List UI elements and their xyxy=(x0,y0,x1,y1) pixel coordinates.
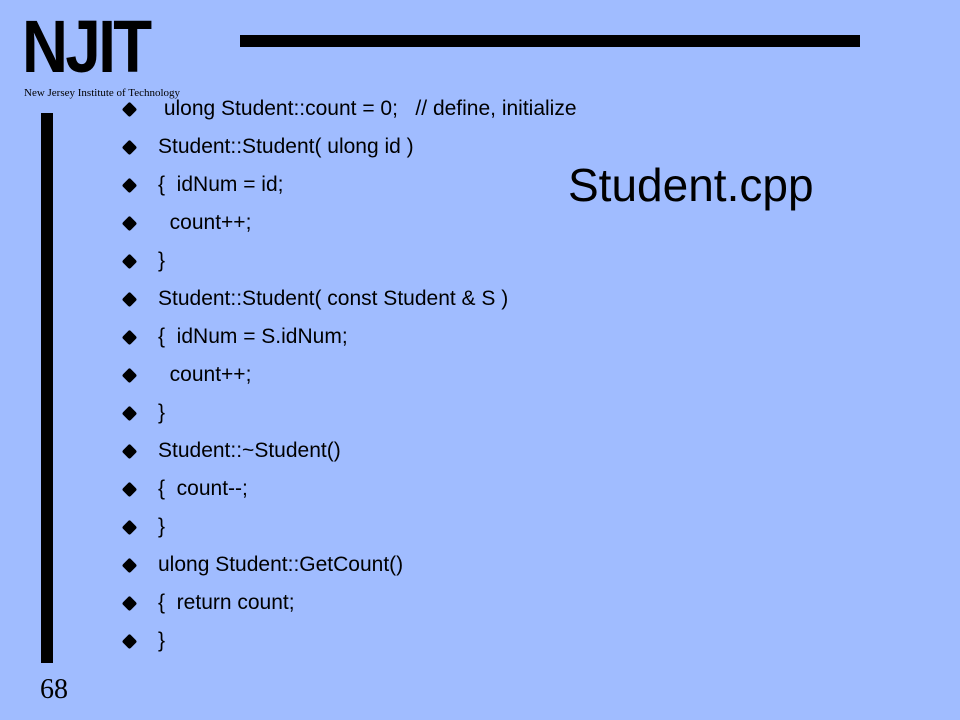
list-item xyxy=(122,318,722,356)
list-item xyxy=(122,280,722,318)
diamond-bullet-icon xyxy=(122,633,138,649)
code-line-text: { idNum = S.idNum; xyxy=(158,325,348,348)
code-line-text: Student::Student( const Student & S ) xyxy=(158,287,509,310)
diamond-bullet-icon xyxy=(122,215,138,231)
diamond-bullet-icon xyxy=(122,329,138,345)
list-item xyxy=(122,546,722,584)
diamond-bullet-icon xyxy=(122,253,138,269)
diamond-bullet-icon xyxy=(122,367,138,383)
left-divider-bar xyxy=(41,113,53,663)
list-item xyxy=(122,622,722,660)
diamond-bullet-icon xyxy=(122,291,138,307)
diamond-bullet-icon xyxy=(122,101,138,117)
diamond-bullet-icon xyxy=(122,443,138,459)
page-number: 68 xyxy=(40,674,68,705)
list-item xyxy=(122,508,722,546)
logo-wordmark: NJIT xyxy=(22,5,150,88)
code-line-text: } xyxy=(158,515,166,538)
code-line-text: count++; xyxy=(158,363,252,386)
diamond-bullet-icon xyxy=(122,519,138,535)
list-item xyxy=(122,242,722,280)
diamond-bullet-icon xyxy=(122,405,138,421)
list-item xyxy=(122,432,722,470)
diamond-bullet-icon xyxy=(122,595,138,611)
list-item xyxy=(122,584,722,622)
diamond-bullet-icon xyxy=(122,177,138,193)
logo-subtitle: New Jersey Institute of Technology xyxy=(24,87,181,99)
list-item xyxy=(122,394,722,432)
diamond-bullet-icon xyxy=(122,139,138,155)
code-line-text: Student::~Student() xyxy=(158,439,341,462)
list-item xyxy=(122,166,722,204)
diamond-bullet-icon xyxy=(122,481,138,497)
slide-title: Student.cpp xyxy=(568,159,814,211)
code-line-text: } xyxy=(158,401,166,424)
diamond-bullet-icon xyxy=(122,557,138,573)
code-line-text: ulong Student::GetCount() xyxy=(158,553,404,576)
list-item xyxy=(122,204,722,242)
code-line-text: } xyxy=(158,629,166,652)
code-line-text: ulong Student::count = 0; // define, initialize xyxy=(158,97,577,120)
list-item xyxy=(122,90,722,128)
list-item xyxy=(122,128,722,166)
code-line-text: { idNum = id; xyxy=(158,173,284,196)
code-line-text: { count--; xyxy=(158,477,248,500)
list-item xyxy=(122,470,722,508)
code-bullet-list xyxy=(122,90,722,660)
top-divider-bar xyxy=(240,35,860,47)
code-line-text: { return count; xyxy=(158,591,295,614)
code-line-text: count++; xyxy=(158,211,252,234)
njit-logo xyxy=(22,5,182,100)
code-line-text: } xyxy=(158,249,166,272)
list-item xyxy=(122,356,722,394)
code-line-text: Student::Student( ulong id ) xyxy=(158,135,414,158)
